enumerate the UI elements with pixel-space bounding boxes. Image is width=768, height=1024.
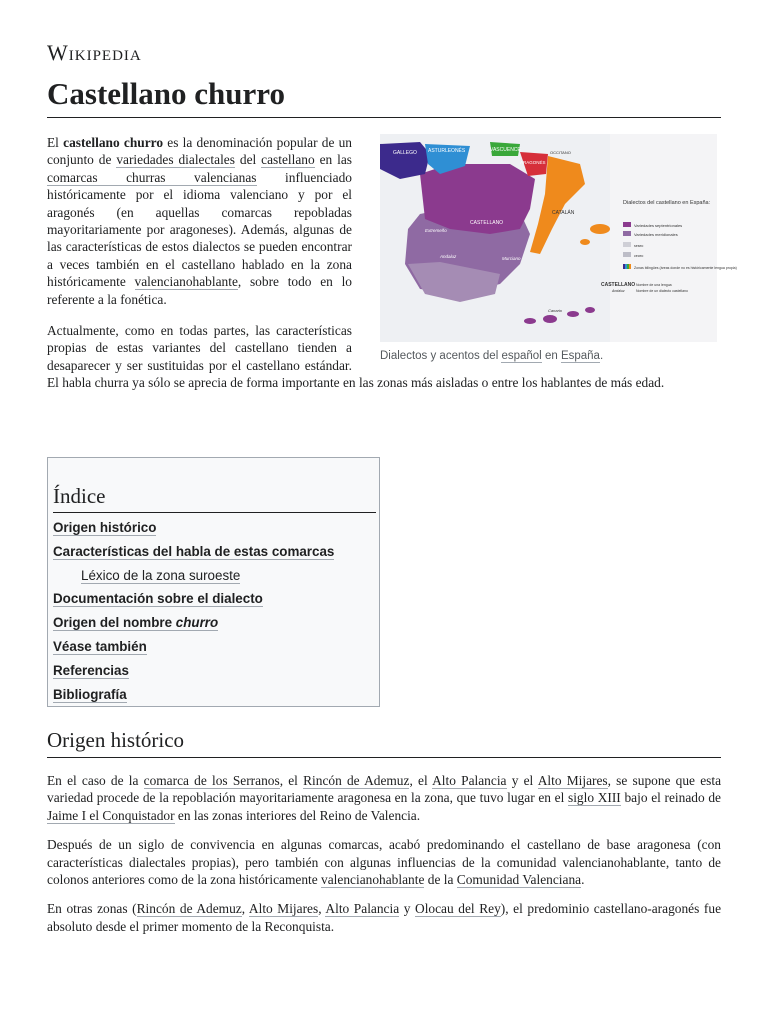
text: . [581, 872, 585, 888]
map-label-gallego: GALLEGO [393, 150, 417, 156]
text: En otras zonas ( [47, 901, 137, 917]
toc-item-label[interactable] [53, 615, 218, 631]
link-variedades-dialectales[interactable]: variedades dialectales [116, 152, 235, 168]
text: es la denominación popular de un conjunto de [47, 135, 352, 168]
legend-item-meridional: Variedades meridionales [634, 232, 678, 237]
toc-list [53, 518, 379, 708]
map-legend-title: Dialectos del castellano en España: [623, 200, 711, 206]
text: , el [279, 773, 304, 788]
toc-item-vease[interactable] [53, 637, 379, 661]
text: El [47, 135, 64, 150]
article-intro [47, 134, 737, 406]
figure-caption [380, 348, 721, 365]
toc-item-label[interactable]: Véase también [53, 638, 147, 654]
title-divider [47, 117, 721, 118]
wikipedia-wordmark[interactable]: Wikipedia [47, 40, 142, 65]
text: Después de un siglo de convivencia en algunas comarcas, acabó predominando el castellano de base aragonesa (con características dialectales propias), pero también con algunas influencias de la comunidad valencianohablante, tanto de colonos anteriores como de la zona históricamente [47, 837, 721, 888]
link-alto-mijares-2[interactable]: Alto Mijares [248, 901, 319, 917]
text: del [234, 152, 262, 168]
text: y el [506, 773, 538, 788]
link-valencianohablante[interactable]: valencianohablante [134, 274, 238, 290]
toc-item-label[interactable]: Características del habla de estas comarcas [53, 543, 335, 559]
legend-item-seseo: seseo [634, 244, 644, 248]
toc-item-nombre[interactable] [53, 613, 379, 637]
dialect-map-image[interactable] [380, 134, 737, 342]
text: , [241, 901, 249, 917]
text: En el caso de la [47, 773, 144, 788]
map-label-castellano: CASTELLANO [470, 220, 504, 226]
toc-item-lexico[interactable] [53, 566, 379, 590]
toc-item-label[interactable]: Origen histórico [53, 520, 157, 535]
link-alto-palancia-2[interactable]: Alto Palancia [325, 901, 400, 917]
map-label-catalan: CATALÁN [552, 210, 575, 216]
legend-item-ceceo: ceceo [634, 254, 644, 258]
intro-paragraph-2: Actualmente, como en todas partes, las características propias de estas variantes del castellano tienden a desaparecer y ser sustituidas por el castellano estándar. El habla churra ya sólo se aprecia de forma importante en las zonas más aisladas o entre los hablantes de más edad. [47, 323, 665, 391]
link-alto-palancia[interactable]: Alto Palancia [432, 773, 507, 788]
toc-item-bibliografia[interactable] [53, 685, 379, 709]
link-jaime-i[interactable]: Jaime I el Conquistador [47, 807, 175, 823]
link-espanol[interactable]: español [501, 350, 542, 362]
section-body [47, 772, 721, 935]
text: y [399, 901, 416, 917]
text: bajo el reinado de [620, 790, 721, 806]
map-label-occitano: OCCITANO [550, 150, 571, 155]
toc-heading: Índice [53, 484, 376, 513]
link-olocau-del-rey[interactable]: Olocau del Rey [415, 901, 501, 917]
legend-item-bilingues: Zonas bilingües (áreas donde no es históricamente lengua propia) [634, 266, 737, 270]
section-paragraph-1 [47, 772, 721, 824]
text: , se supone que esta variedad procede de la repoblación mayoritariamente aragonesa en la zona, que tuvo lugar en el [47, 773, 722, 806]
link-rincon-ademuz[interactable]: Rincón de Ademuz [303, 773, 410, 788]
section-paragraph-2 [47, 836, 721, 888]
page-title: Castellano churro [47, 76, 285, 111]
link-espana[interactable]: España [560, 350, 600, 362]
legend-name-key-desc: Nombre de una lengua [636, 283, 672, 287]
link-comarcas-churras[interactable]: comarcas churras valencianas [47, 169, 257, 185]
map-label-murciano: Murciano [502, 256, 521, 261]
map-label-extremeno: Extremeño [425, 228, 447, 233]
legend-dialect-key: Andaluz [612, 289, 625, 293]
toc-item-label[interactable]: Referencias [53, 662, 129, 678]
bold-term: castellano churro [63, 135, 164, 150]
text: , sobre todo en lo referente a la fonética. [47, 274, 352, 307]
toc-item-label[interactable]: Léxico de la zona suroeste [81, 567, 241, 583]
link-comarca-serranos[interactable]: comarca de los Serranos [143, 773, 280, 788]
toc-item-origen[interactable] [53, 518, 379, 542]
legend-item-septentrional: Variedades septentrionales [634, 223, 683, 228]
text: en las zonas interiores del Reino de Valencia. [174, 807, 421, 823]
table-of-contents [47, 457, 380, 707]
toc-item-documentacion[interactable] [53, 589, 379, 613]
map-label-aragones: ARAGONÉS [520, 160, 546, 165]
text: en las [314, 152, 352, 168]
link-valencianohablante-2[interactable]: valencianohablante [321, 872, 425, 888]
text: , [318, 901, 326, 917]
caption-text: Dialectos y acentos del [380, 350, 502, 362]
toc-item-emphasis: churro [175, 615, 219, 631]
link-rincon-ademuz-2[interactable]: Rincón de Ademuz [136, 901, 242, 917]
legend-name-key: CASTELLANO [601, 282, 636, 288]
toc-item-caracteristicas[interactable] [53, 542, 379, 566]
section-paragraph-3 [47, 900, 721, 935]
toc-item-label[interactable]: Bibliografía [53, 686, 127, 702]
section-origen-historico [47, 728, 721, 947]
toc-item-text: Origen del nombre [53, 615, 176, 631]
link-comunidad-valenciana[interactable]: Comunidad Valenciana [456, 872, 582, 888]
map-label-asturleones: ASTURLEONÉS [428, 148, 466, 154]
text: , el [409, 773, 433, 788]
link-siglo-xiii[interactable]: siglo XIII [568, 790, 621, 806]
link-alto-mijares[interactable]: Alto Mijares [537, 773, 608, 788]
legend-dialect-key-desc: Nombre de un dialecto castellano [636, 289, 688, 293]
toc-item-label[interactable]: Documentación sobre el dialecto [53, 591, 263, 607]
dialect-map-figure [376, 134, 737, 365]
text: de la [424, 872, 457, 888]
link-castellano[interactable]: castellano [261, 152, 315, 168]
text: influenciado históricamente por el idioma valenciano y por el aragonés (en aquellas comarcas repobladas mayoritariamente por aragoneses). Además, algunas de las características de estos dialectos se pueden encontrar a veces también en el castellano hablado en la zona históricamente [47, 169, 352, 290]
map-label-andaluz: Andaluz [440, 254, 457, 259]
map-label-vascuence: VASCUENCE [490, 147, 521, 153]
section-heading: Origen histórico [47, 728, 721, 758]
caption-text: en [541, 350, 561, 362]
map-label-canario: Canario [548, 308, 563, 313]
text: ), el predominio castellano-aragonés fue absoluto desde el primer momento de la Reconquista. [47, 901, 722, 934]
caption-text: . [599, 350, 604, 362]
toc-item-referencias[interactable] [53, 661, 379, 685]
